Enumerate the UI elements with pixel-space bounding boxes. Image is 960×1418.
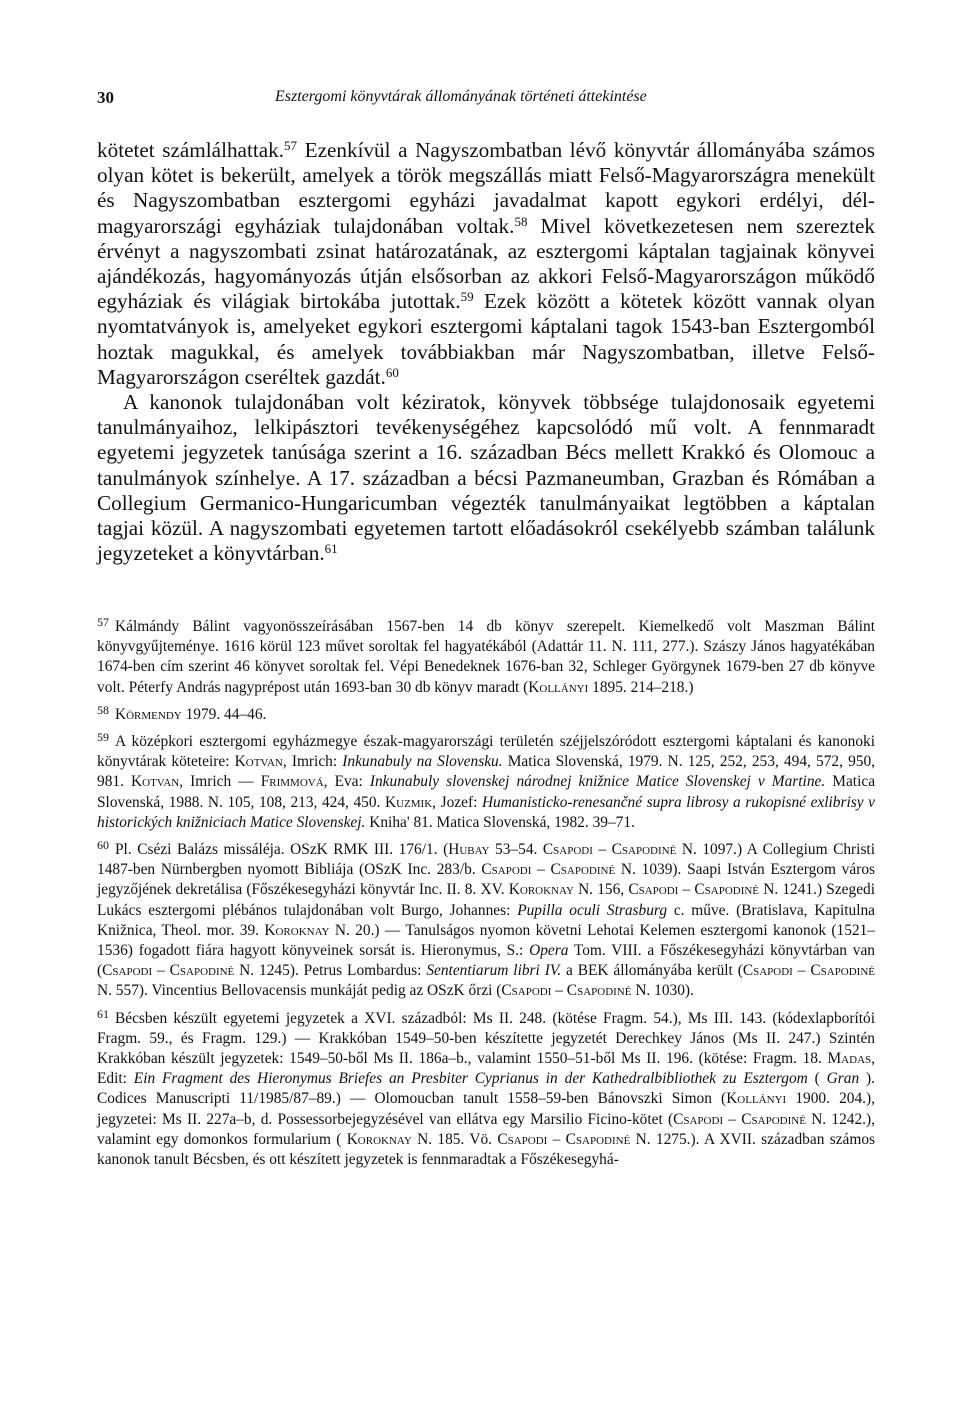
author-name: Csapodi – Csapodiné (497, 1130, 631, 1148)
footnote-text: 1895. 214–218.) (588, 678, 694, 696)
author-name: Csapodi – Csapodiné (102, 962, 235, 980)
footnote-text: , Edit: (97, 1050, 875, 1088)
author-name: Csapodi – Csapodiné (628, 881, 760, 899)
book-title: Inkunabuly slovenskej národnej knižnice Matice Slovenskej v Martine. (369, 773, 826, 791)
author-name: Kuzmik (385, 793, 433, 811)
footnote-58 (97, 702, 875, 725)
footnote-text: Matica Slovenská, 1988. N. 105, 108, 213, 424, 450. (97, 773, 876, 811)
footnote-ref-57[interactable]: 57 (284, 138, 298, 153)
footnote-text: N. 20.) — Tanulságos nyomon követni Lehotai Kelemen esztergomi kanonok (1521–1536) fogadott fiára hagyott könyveinek sorsát is. Hieronymus, S.: (97, 921, 875, 960)
footnote-text: N. 557). Vincentius Bellovacensis munkáját pedig az OSzK őrzi ( (97, 982, 502, 1000)
footnote-text: N. 1245). Petrus Lombardus: (234, 962, 427, 980)
footnote-text: N. 1242.), valamint egy domonkos formularium ( (97, 1110, 876, 1148)
author-name: Csapodi – Csapodiné (542, 841, 677, 859)
paragraph-1 (97, 138, 875, 390)
footnote-text: a BEK állományába került ( (561, 962, 743, 980)
footnote-text: , Imrich — (179, 773, 261, 791)
footnote-57 (97, 617, 875, 698)
body-text-span: Ezek között a kötetek között vannak olyan nyomtatványok is, amelyeket egykori esztergomi káptalani tagok 1543-ban Esztergomból hoztak magukkal, és amelyek továbbiakban már Nagyszombatban, illetve Felső-Magyarországon cseréltek gazdát. (97, 289, 875, 389)
book-title: Inkunabuly na Slovensku. (342, 753, 503, 771)
author-name: Kollányi (528, 678, 589, 696)
footnote-ref-59[interactable]: 59 (460, 289, 474, 305)
book-title: Pupilla oculi Strasburg (517, 901, 668, 919)
author-name: Frimmová (260, 773, 324, 791)
author-name: Koroknay (264, 921, 330, 939)
footnote-text: Pl. Csézi Balázs missáléja. OSzK RMK III. 176/1. ( (115, 841, 449, 859)
footnote-text: , Jozef: (432, 793, 482, 811)
author-name: Koroknay (508, 881, 574, 899)
footnote-number: 60 (97, 838, 109, 853)
book-title: Ein Fragment des Hieronymus Briefes an Presbiter Cyprianus in der Kathedralbibliothek zu Esztergom (133, 1070, 808, 1088)
footnote-text: N. 1241.) Szegedi Lukács esztergomi plébános tulajdonában volt Burgo, Johannes: (97, 881, 875, 919)
body-text-span: Mivel következetesen nem szereztek érvényt a nagyszombati zsinat határozatának, az esztergomi káptalan tagjainak könyvei ajándékozás, hagyományozás útján elsősorban az akkori Felső-Magyarországon működő egyháziak és világiak birtokába jutottak. (97, 213, 875, 314)
book-title: Humanisticko-renesančné supra librosy a rukopisné exlibrisy v historických knižniciach Matice Slovenskej. (97, 793, 875, 831)
footnote-text: N. 185. Vö. (411, 1130, 498, 1148)
footnote-text: N. 1097.) A Collegium Christi 1487-ben Nürnbergben nyomott Bibliája (OSzK Inc. 283/b. (97, 841, 875, 879)
footnote-text: Bécsben készült egyetemi jegyzetek a XVI. századból: Ms II. 248. (kötése Fragm. 54.), Ms III. 143. (kódexlapborítói Fragm. 59., és Fragm. 129.) — Krakkóban 1549–50-ben készítette jegyzetét Derechkey János (Ms II. 247.) Szintén Krakkóban készült jegyzetek: 1549–50-ből Ms II. 186a–b., valamint 1550–51-ből Ms II. 196. (kötése: Fragm. 18. (97, 1009, 875, 1068)
book-title: Gran (826, 1070, 860, 1088)
footnote-text: N. 1275.). A XVII. században számos kanonok tanult Bécsben, és ott készített jegyzetek is fennmaradtak a Főszékesegyhá- (97, 1130, 876, 1169)
footnote-text: , Eva: (323, 773, 370, 791)
footnote-text: 1979. 44–46. (181, 705, 267, 723)
footnote-59 (97, 732, 875, 833)
footnote-text: 53–54. (489, 841, 543, 859)
footnote-number: 59 (97, 730, 109, 745)
footnote-ref-61[interactable]: 61 (324, 541, 338, 557)
footnote-text: A középkori esztergomi egyházmegye észak-magyarországi területén széjjelszóródott esztergomi káptalani és kanonoki könyvtárak köteteire: (97, 733, 875, 771)
footnote-text: N. 1039). Saapi István Esztergom város jegyzőjének dekretálisa (Főszékesegyházi könyvtár Inc. II. 8. XV. (97, 861, 876, 899)
footnote-text: Matica Slovenská, 1979. N. 125, 252, 253, 494, 572, 950, 981. (97, 753, 876, 791)
footnote-text: Tom. VIII. a Főszékesegyházi könyvtárban van ( (97, 942, 876, 980)
author-name: Csapodi – Csapodiné (481, 861, 616, 879)
footnote-number: 57 (97, 615, 109, 629)
footnote-ref-60[interactable]: 60 (385, 364, 399, 380)
body-text-span: kötetet számlálhattak. (97, 138, 285, 162)
body-text-span: A kanonok tulajdonában volt kéziratok, könyvek többsége tulajdonosaik egyetemi tanulmányaihoz, lelkipásztori tevékenységéhez kapcsolódó mű volt. A fennmaradt egyetemi jegyzetek tanúsága szerint a 16. században Bécs mellett Krakkó és Olomouc a tanulmányok színhelye. A 17. században a bécsi Pazmaneumban, Grazban és Rómában a Collegium Germanico-Hungaricumban végezték tanulmányaikat legtöbben a káptalan tagjai közül. A nagyszombati egyetemen tartott előadásokról csekélyebb számban találunk jegyzeteket a könyvtárban. (97, 390, 875, 566)
page-header (97, 88, 877, 114)
footnote-text: Kniha' 81. Matica Slovenská, 1982. 39–71. (365, 813, 635, 831)
footnote-text: c. műve. (Bratislava, Kapitulna Knižnica, Theol. mor. 39. (97, 901, 876, 939)
footnote-text: , Imrich: (282, 753, 343, 771)
author-name: Madas (827, 1050, 872, 1068)
footnote-text: ). Codices Manuscripti 11/1985/87–89.) — Olomoucban tanult 1558–59-ben Bánovszki Simon ( (97, 1070, 875, 1108)
author-name: Körmendy (115, 705, 182, 723)
footnote-ref-58[interactable]: 58 (514, 213, 528, 229)
footnote-number: 58 (97, 702, 109, 717)
footnotes (97, 617, 875, 1177)
author-name: Hubay (448, 841, 490, 859)
footnote-60 (97, 840, 875, 1002)
author-name: Koroknay (346, 1130, 412, 1148)
author-name: Csapodi – Csapodiné (742, 962, 875, 980)
footnote-text: Kálmándy Bálint vagyonösszeírásában 1567-ben 14 db könyv szerepelt. Kiemelkedő volt Maszman Bálint könyvgyűjteménye. 1616 körül 123 művet soroltak fel hagyatékából (Adattár 11. N. 111, 277.). Szászy János hagyatékában 1674-ben cím szerint 46 könyvet soroltak fel. Vépi Benedeknek 1676-ban 32, Schleger Györgynek 1679-ben 27 db könyve volt. Péterfy András nagyprépost után 1693-ban 30 db könyv maradt ( (97, 618, 875, 696)
author-name: Kotvan (234, 753, 283, 771)
footnote-text: N. 156, (573, 881, 629, 899)
author-name: Csapodi – Csapodiné (673, 1110, 806, 1128)
body-text-span: Ezenkívül a Nagyszombatban lévő könyvtár állományába számos olyan kötet is bekerült, amelyek a török megszállás miatt Felső-Magyarországra menekült és Nagyszombatban esztergomi egyházi javadalmat kapott egykori erdélyi, dél-magyarországi egyháziak tulajdonában voltak. (97, 138, 875, 238)
book-title: Opera (529, 942, 569, 960)
footnote-text: ( (807, 1070, 827, 1088)
footnote-text: N. 1030). (631, 982, 694, 1000)
book-title: Sententiarum libri IV. (426, 962, 562, 980)
running-title: Esztergomi könyvtárak állományának történeti áttekintése (275, 88, 647, 105)
author-name: Kollányi (726, 1090, 787, 1108)
paragraph-2 (97, 390, 875, 566)
footnote-text: 1900. 204.), jegyzetei: Ms II. 227a–b, d. Possessorbejegyzésével van ellátva egy Marsilio Ficino-kötet ( (97, 1090, 875, 1128)
footnote-number: 61 (97, 1006, 109, 1021)
body-text (97, 138, 875, 566)
footnote-61 (97, 1006, 876, 1171)
author-name: Kotvan (131, 773, 180, 791)
page-number: 30 (97, 88, 114, 107)
author-name: Csapodi – Csapodiné (501, 982, 632, 1000)
